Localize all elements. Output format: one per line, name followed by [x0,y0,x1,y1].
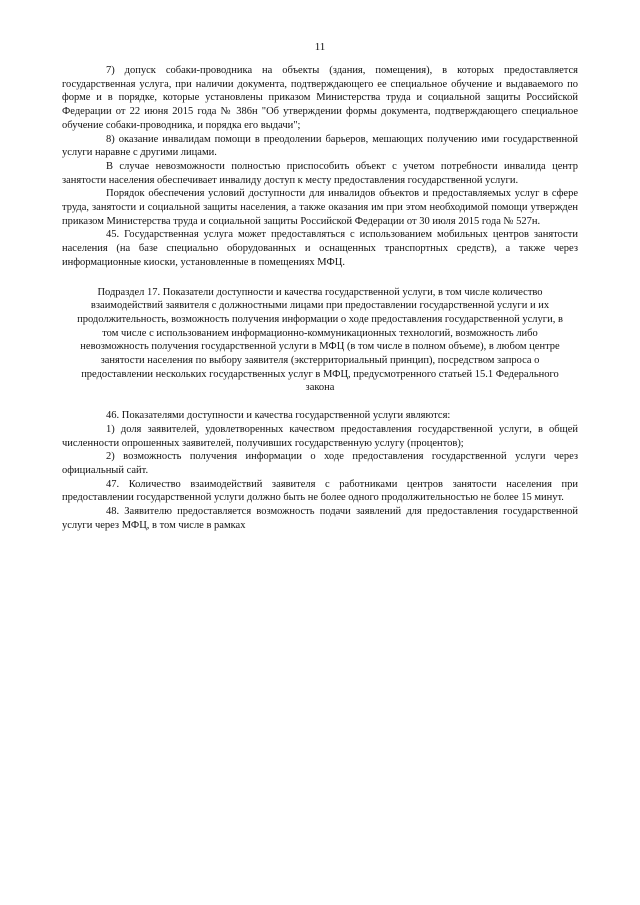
item-8-barrier-assistance: 8) оказание инвалидам помощи в преодолении барьеров, мешающих получению ими государственной услуги наравне с другими лицами. [62,133,578,159]
subsection-17-heading: Подраздел 17. Показатели доступности и качества государственной услуги, в том числе количество взаимодействий заявителя с должностными лицами при предоставлении государственной услуги и их продолжительность, возможность получения информации о ходе предоставления государственной услуги, в том числе с использованием информационно-коммуникационных технологий, возможность либо невозможность получения государственной услуги в МФЦ (в том числе в полном объеме), в любом центре занятости населения по выбору заявителя (экстерриториальный принцип), посредством запроса о предоставлении нескольких государственных услуг в МФЦ, предусмотренного статьей 15.1 Федерального закона [77,286,563,394]
item-48-mfc-applications: 48. Заявителю предоставляется возможность подачи заявлений для предоставления государственной услуги через МФЦ, в том числе в рамках [62,506,578,531]
paragraph-accessibility-order: Порядок обеспечения условий доступности для инвалидов объектов и предоставляемых услуг в сфере труда, занятости и социальной защиты населения, а также оказания им при этом необходимой помощи утвержден приказом Министерства труда и социальной защиты Российской Федерации от 30 июля 2015 года № 527н. [62,188,578,227]
item-7-guide-dog-access: 7) допуск собаки-проводника на объекты (здания, помещения), в которых предоставляется государственная услуга, при наличии документа, подтверждающего ее специальное обучение и выдаваемого по форме и в порядке, которые установлены приказом Министерства труда и социальной защиты Российской Федерации от 22 июня 2015 года № 386н "Об утверждении формы документа, подтверждающего специальное обучение собаки-проводника, и порядка его выдачи"; [62,65,578,131]
item-47-interactions-count: 47. Количество взаимодействий заявителя с работниками центров занятости населения при предоставлении государственной услуги должно быть не более одного продолжительностью не более 15 минут. [62,478,578,504]
item-46-indicators: 46. Показателями доступности и качества государственной услуги являются: [106,410,451,422]
item-45-mobile-centers: 45. Государственная услуга может предоставляться с использованием мобильных центров занятости населения (на базе специально оборудованных и оснащенных транспортных средств), а также через информационные киоски, установленные в помещениях МФЦ. [62,229,578,268]
paragraph-impossibility-adaptation: В случае невозможности полностью приспособить объект с учетом потребности инвалида центр занятости населения обеспечивает инвалиду доступ к месту предоставления государственной услуги. [62,160,578,186]
document-body [62,64,578,533]
indicator-2-status-info: 2) возможность получения информации о ходе предоставления государственной услуги через официальный сайт. [62,451,578,476]
page-number: 11 [314,41,326,53]
indicator-1-satisfaction-share: 1) доля заявителей, удовлетворенных качеством предоставления государственной услуги, в общей численности опрошенных заявителей, получивших государственную услугу (процентов); [62,423,578,449]
